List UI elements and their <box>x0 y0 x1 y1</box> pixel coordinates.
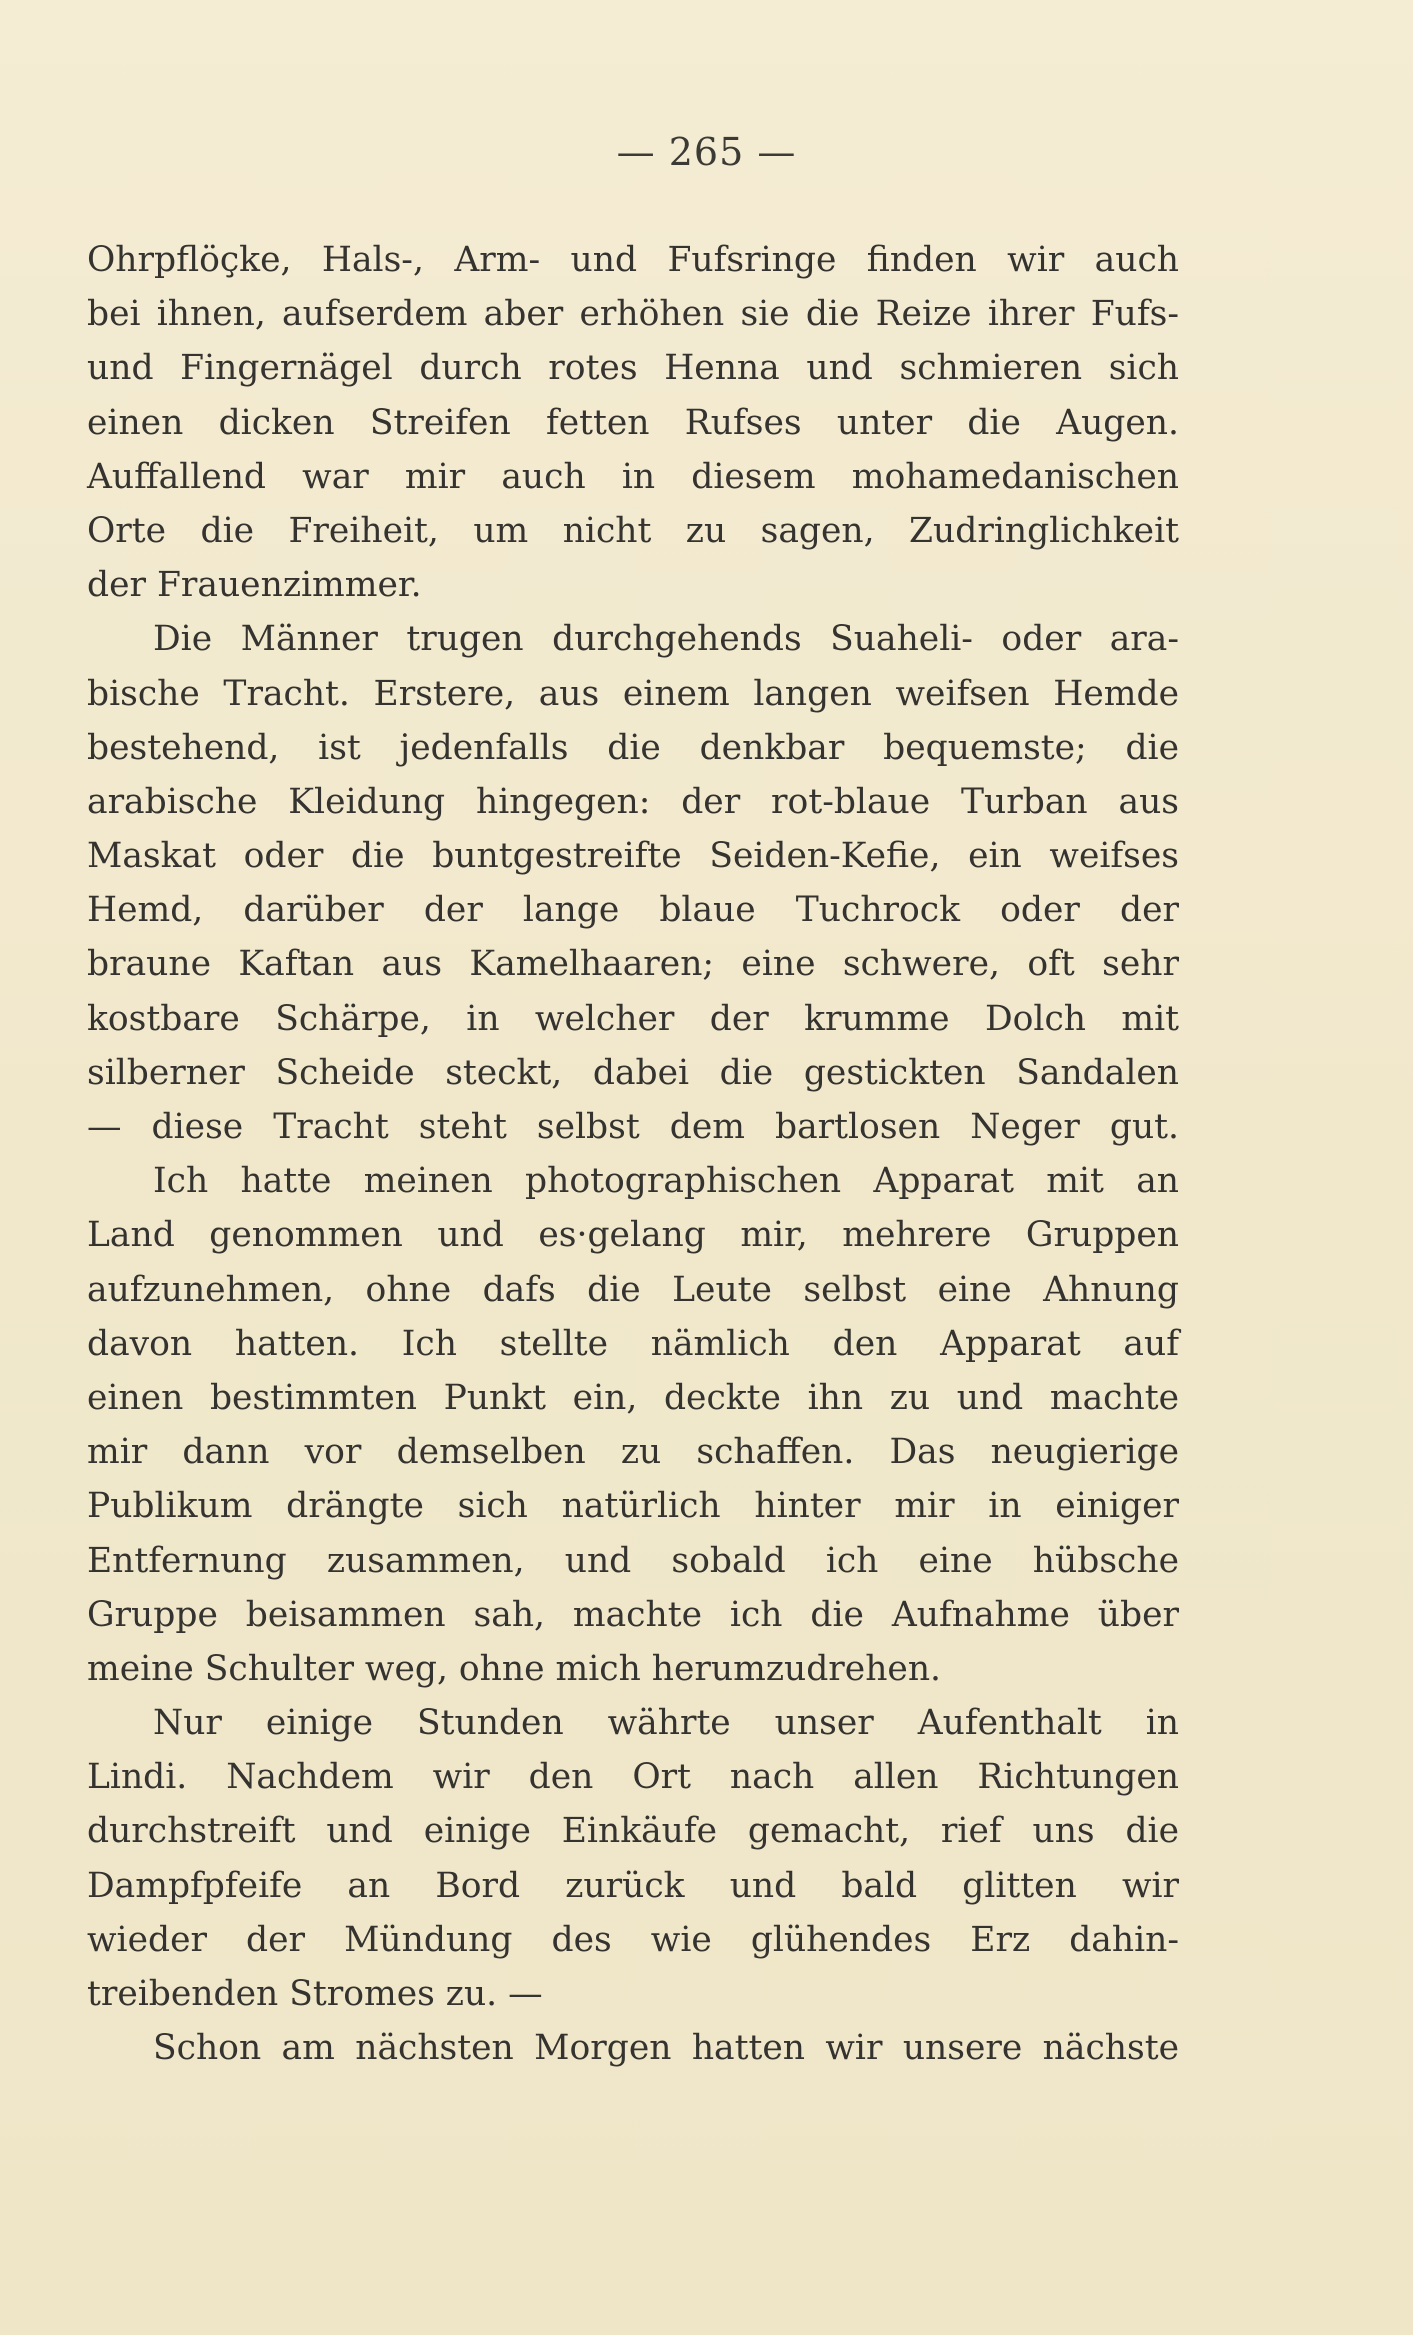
text-line: treibenden Stromes zu. — <box>87 1974 543 2014</box>
text-line: bei ihnen, aufserdem aber erhöhen sie die Reize ihrer Fufs- <box>87 294 1179 335</box>
page-number: — 265 — <box>616 130 797 174</box>
text-line: bische Tracht. Erstere, aus einem langen weifsen Hemde <box>87 673 1179 714</box>
text-line: Gruppe beisammen sah, machte ich die Aufnahme über <box>87 1594 1179 1635</box>
text-line: Dampfpfeife an Bord zurück und bald glitten wir <box>87 1865 1179 1906</box>
text-line: arabische Kleidung hingegen: der rot-blaue Turban aus <box>87 781 1179 822</box>
text-line: Schon am nächsten Morgen hatten wir unsere nächste <box>153 2028 1179 2069</box>
text-line: silberner Scheide steckt, dabei die gestickten Sandalen <box>87 1052 1179 1093</box>
text-line: Nur einige Stunden währte unser Aufenthalt in <box>153 1703 1179 1744</box>
text-line: kostbare Schärpe, in welcher der krumme Dolch mit <box>87 998 1179 1039</box>
text-line: Ohrpflöçke, Hals-, Arm- und Fufsringe finden wir auch <box>87 240 1179 280</box>
text-line: Orte die Freiheit, um nicht zu sagen, Zudringlichkeit <box>87 510 1179 551</box>
text-line: meine Schulter weg, ohne mich herumzudrehen. <box>87 1648 942 1689</box>
text-line: Die Männer trugen durchgehends Suaheli- oder ara- <box>153 619 1179 660</box>
text-line: braune Kaftan aus Kamelhaaren; eine schwere, oft sehr <box>87 944 1179 985</box>
text-line: Lindi. Nachdem wir den Ort nach allen Richtungen <box>87 1757 1179 1798</box>
text-line: und Fingernägel durch rotes Henna und schmieren sich <box>87 348 1179 389</box>
text-line: Entfernung zusammen, und sobald ich eine hübsche <box>87 1540 1179 1581</box>
text-line: Ich hatte meinen photographischen Apparat mit an <box>153 1161 1179 1202</box>
text-line: einen bestimmten Punkt ein, deckte ihn zu und machte <box>87 1377 1179 1418</box>
text-line: durchstreift und einige Einkäufe gemacht, rief uns die <box>87 1811 1179 1852</box>
text-line: bestehend, ist jedenfalls die denkbar bequemste; die <box>87 727 1179 768</box>
text-line: Maskat oder die buntgestreifte Seiden-Kefie, ein weifses <box>87 836 1179 877</box>
text-line: der Frauenzimmer. <box>87 565 422 606</box>
text-line: Publikum drängte sich natürlich hinter mir in einiger <box>87 1486 1179 1527</box>
text-line: — diese Tracht steht selbst dem bartlosen Neger gut. <box>87 1107 1179 1147</box>
text-line: aufzunehmen, ohne dafs die Leute selbst eine Ahnung <box>87 1269 1179 1310</box>
text-line: Land genommen und es·gelang mir, mehrere Gruppen <box>87 1215 1179 1256</box>
text-line: mir dann vor demselben zu schaffen. Das neugierige <box>87 1432 1179 1473</box>
text-line: Auffallend war mir auch in diesem mohamedanischen <box>87 456 1179 497</box>
text-line: wieder der Mündung des wie glühendes Erz dahin- <box>87 1919 1179 1960</box>
text-line: einen dicken Streifen fetten Rufses unter die Augen. <box>87 402 1179 443</box>
text-line: davon hatten. Ich stellte nämlich den Apparat auf <box>87 1323 1179 1364</box>
body-text <box>87 233 1179 2075</box>
text-line: Hemd, darüber der lange blaue Tuchrock oder der <box>87 890 1179 931</box>
